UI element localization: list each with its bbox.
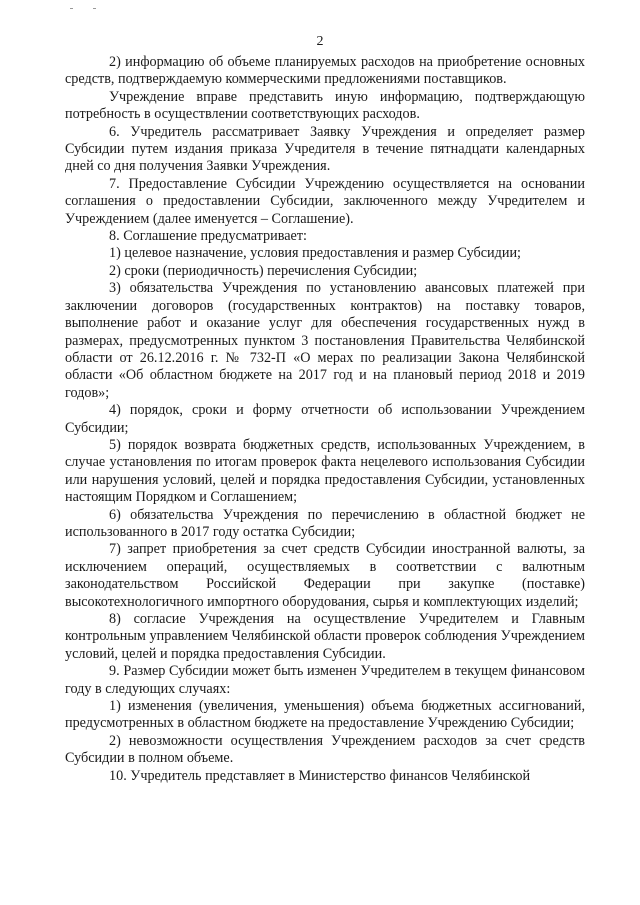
paragraph: 10. Учредитель представляет в Министерство финансов Челябинской <box>109 767 531 784</box>
paragraph: 8) согласие Учреждения на осуществление Учредителем и Главным контрольным управлением Челябинской области проверок соблюдения Учреждением условий, целей и порядка предоставления Субсидии. <box>65 611 585 662</box>
paragraph: 3) обязательства Учреждения по установлению авансовых платежей при заключении договоров (государственных контрактов) на поставку товаров, выполнение работ и оказание услуг для обеспечения государственных нужд в размерах, предусмотренных пунктом 3 постановления Правительства Челябинской области от 26.12.2016 г. № 732-П «О мерах по реализации Закона Челябинской области «Об областном бюджете на 2017 год и на плановый период 2018 и 2019 годов»; <box>65 280 585 401</box>
paragraph: 5) порядок возврата бюджетных средств, использованных Учреждением, в случае установления по итогам проверок факта нецелевого использования Субсидии или нарушения условий, целей и порядка предоставления Субсидии, установленных настоящим Порядком и Соглашением; <box>65 436 585 506</box>
paragraph: 2) сроки (периодичность) перечисления Субсидии; <box>109 262 418 279</box>
paragraph: Учреждение вправе представить иную информацию, подтверждающую потребность в осуществлении соответствующих расходов. <box>65 88 585 123</box>
paragraph: 6. Учредитель рассматривает Заявку Учреждения и определяет размер Субсидии путем издания приказа Учредителя в течение пятнадцати календарных дней со дня получения Заявки Учреждения. <box>65 123 585 175</box>
paragraph: 7) запрет приобретения за счет средств Субсидии иностранной валюты, за исключением операций, осуществляемых в соответствии с валютным законодательством Российской Федерации при закупке (поставке) высокотехнологичного импортного оборудования, сырья и комплектующих изделий; <box>65 541 585 610</box>
paragraph: 7. Предоставление Субсидии Учреждению осуществляется на основании соглашения о предоставлении Субсидии, заключенного между Учредителем и Учреждением (далее именуется – Соглашение). <box>65 175 585 227</box>
paragraph: 2) невозможности осуществления Учреждением расходов за счет средств Субсидии в полном объеме. <box>65 732 585 767</box>
document-body <box>65 54 585 785</box>
paragraph: 4) порядок, сроки и форму отчетности об использовании Учреждением Субсидии; <box>65 402 585 436</box>
scan-artifact <box>70 8 73 9</box>
paragraph: 6) обязательства Учреждения по перечислению в областной бюджет не использованного в 2017 году остатка Субсидии; <box>65 506 585 540</box>
scan-artifact <box>93 8 96 9</box>
paragraph: 2) информацию об объеме планируемых расходов на приобретение основных средств, подтверждаемую коммерческими предложениями поставщиков. <box>65 54 585 88</box>
paragraph: 9. Размер Субсидии может быть изменен Учредителем в текущем финансовом году в следующих случаях: <box>65 663 585 697</box>
paragraph: 1) изменения (увеличения, уменьшения) объема бюджетных ассигнований, предусмотренных в областном бюджете на предоставление Учреждению Субсидии; <box>65 698 585 732</box>
paragraph: 8. Соглашение предусматривает: <box>109 228 307 245</box>
paragraph: 1) целевое назначение, условия предоставления и размер Субсидии; <box>109 245 521 262</box>
page-number: 2 <box>316 34 324 49</box>
